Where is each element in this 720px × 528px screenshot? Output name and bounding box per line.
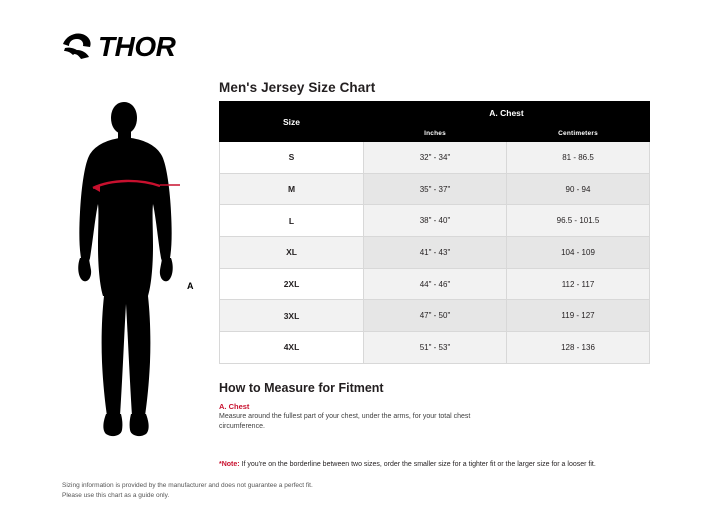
cell-inches: 35" - 37" [364,173,507,205]
brand-name: THOR [98,31,176,62]
header-centimeters: Centimeters [507,125,650,142]
howto-item-text: Measure around the fullest part of your chest, under the arms, for your total chest circumference. [219,413,471,431]
cell-centimeters: 104 - 109 [507,237,650,269]
header-chest-group: A. Chest [364,102,650,125]
table-row [220,300,650,332]
cell-size: S [220,142,364,174]
cell-size: 2XL [220,268,364,300]
table-header-row [220,102,650,125]
cell-size: L [220,205,364,237]
header-inches: Inches [364,125,507,142]
howto-item-label: A. Chest [219,402,250,411]
table-row [220,142,650,174]
cell-inches: 32" - 34" [364,142,507,174]
cell-centimeters: 119 - 127 [507,300,650,332]
note-text: If you're on the borderline between two sizes, order the smaller size for a tighter fit or the larger size for a looser fit. [239,461,596,468]
chest-measure-label: A [187,281,194,291]
table-row [220,173,650,205]
footer-disclaimer [62,481,362,501]
cell-size: 4XL [220,332,364,364]
howto-title: How to Measure for Fitment [219,381,384,395]
note [219,461,639,468]
cell-inches: 41" - 43" [364,237,507,269]
cell-centimeters: 90 - 94 [507,173,650,205]
table-row [220,268,650,300]
header-size: Size [220,102,364,142]
footer-line-2: Please use this chart as a guide only. [62,491,170,499]
cell-size: XL [220,237,364,269]
cell-centimeters: 128 - 136 [507,332,650,364]
table-row [220,332,650,364]
note-prefix: *Note: [219,461,240,468]
cell-inches: 44" - 46" [364,268,507,300]
footer-line-1: Sizing information is provided by the manufacturer and does not guarantee a perfect fit. [62,482,313,489]
cell-centimeters: 112 - 117 [507,268,650,300]
cell-size: 3XL [220,300,364,332]
thor-helmet-icon [60,30,94,64]
cell-centimeters: 81 - 86.5 [507,142,650,174]
page-title: Men's Jersey Size Chart [219,80,376,95]
cell-inches: 47" - 50" [364,300,507,332]
body-figure [62,100,212,445]
table-row [220,205,650,237]
cell-centimeters: 96.5 - 101.5 [507,205,650,237]
brand-logo [60,30,175,64]
size-chart-table [219,101,650,364]
table-row [220,237,650,269]
cell-size: M [220,173,364,205]
cell-inches: 38" - 40" [364,205,507,237]
cell-inches: 51" - 53" [364,332,507,364]
